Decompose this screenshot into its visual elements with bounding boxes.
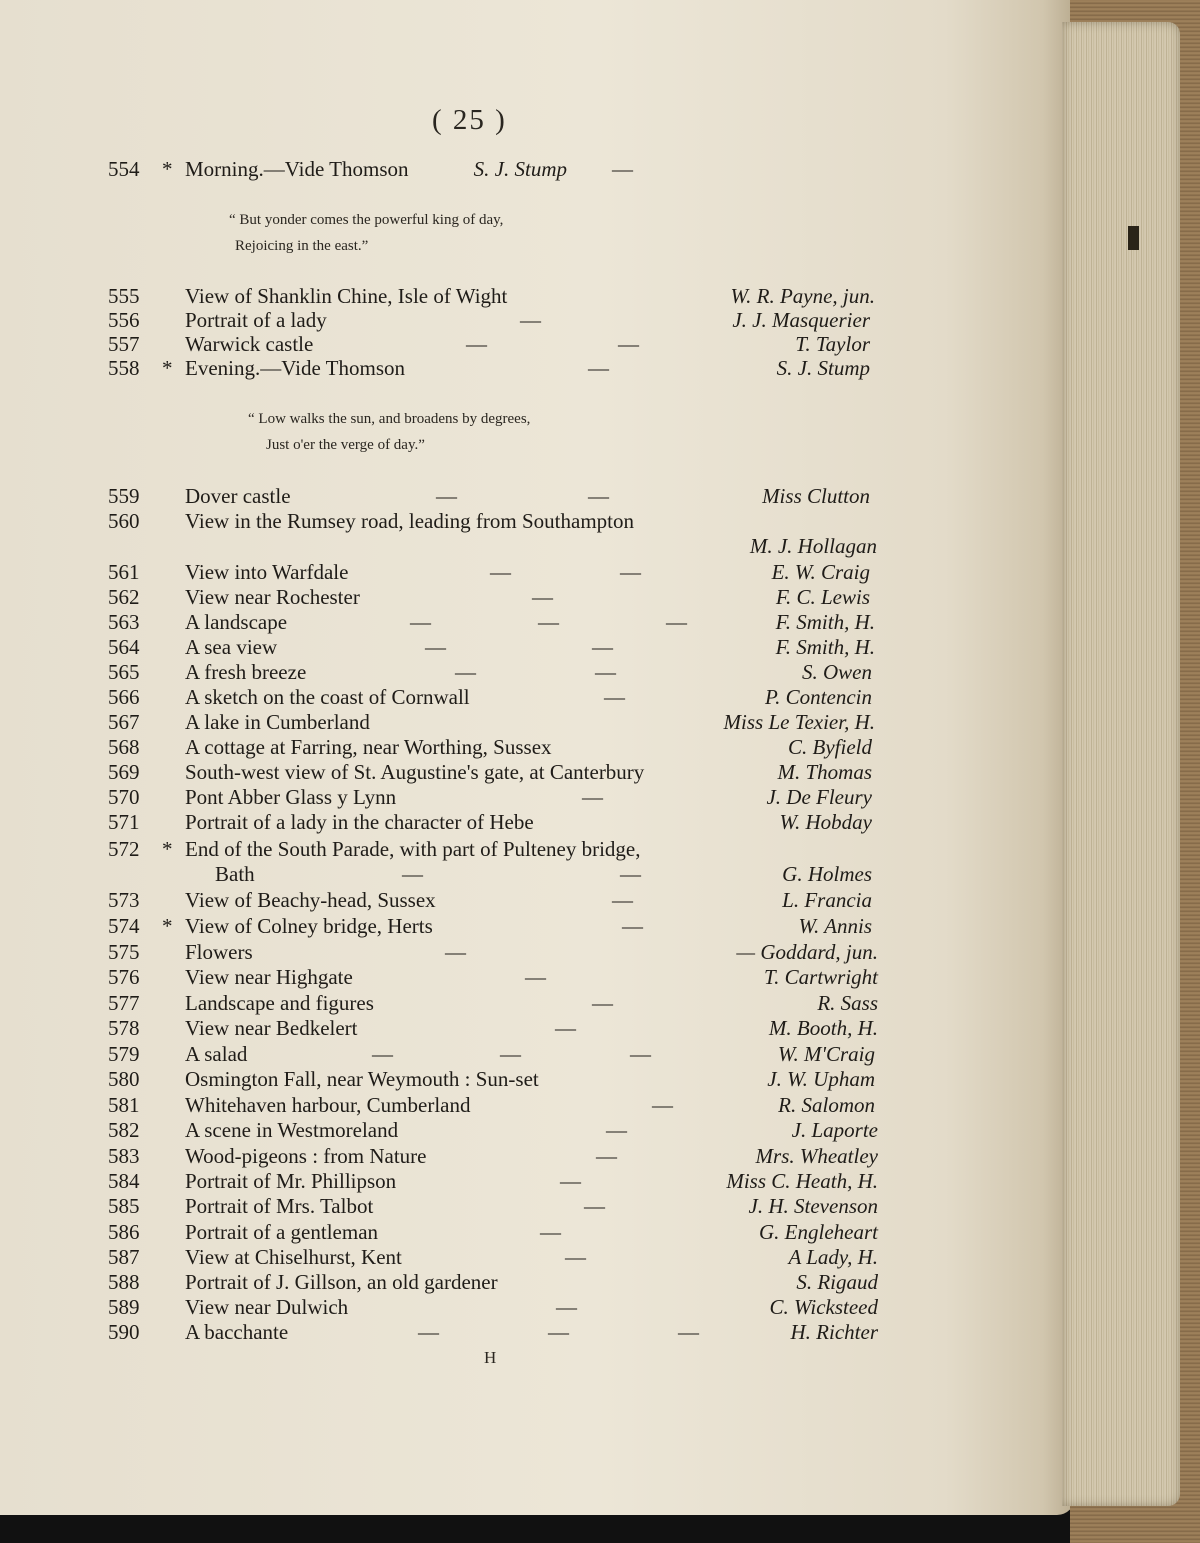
catalogue-entry	[0, 940, 900, 966]
dash: —	[402, 862, 423, 886]
entry-number: 577	[108, 991, 140, 1015]
entry-artist: T. Taylor	[795, 332, 870, 356]
entry-title: View of Beachy-head, Sussex	[185, 888, 436, 912]
entry-title: Warwick castle	[185, 332, 314, 356]
entry-title: A lake in Cumberland	[185, 710, 370, 734]
dash: —	[556, 1295, 577, 1319]
entry-title: South-west view of St. Augustine's gate, at Canterbury	[185, 760, 645, 784]
entry-artist: J. De Fleury	[766, 785, 872, 809]
entry-number: 581	[108, 1093, 140, 1117]
entry-number: 570	[108, 785, 140, 809]
entry-title: View into Warfdale	[185, 560, 349, 584]
entry-artist: S. J. Stump	[473, 157, 567, 181]
catalogue-entry	[0, 1270, 900, 1296]
entry-title: View of Colney bridge, Herts	[185, 914, 433, 938]
entry-number: 576	[108, 965, 140, 989]
dash: —	[466, 332, 487, 356]
entry-number: 567	[108, 710, 140, 734]
entry-title: Portrait of a lady in the character of Hebe	[185, 810, 534, 834]
entry-title: A salad	[185, 1042, 248, 1066]
entry-artist: J. W. Upham	[767, 1067, 875, 1091]
catalogue-entry	[0, 332, 900, 358]
entry-number: 573	[108, 888, 140, 912]
entry-number: 579	[108, 1042, 140, 1066]
entry-title: Morning.—Vide Thomson	[185, 157, 409, 181]
entry-artist: Miss Le Texier, H.	[723, 710, 875, 734]
catalogue-entry	[0, 509, 900, 535]
quote-line: Just o'er the verge of day.”	[266, 437, 425, 453]
dash: —	[436, 484, 457, 508]
catalogue-entry	[0, 1144, 900, 1170]
entry-title: Flowers	[185, 940, 253, 964]
dash: —	[565, 1245, 586, 1269]
dash: —	[620, 862, 641, 886]
entry-artist: S. J. Stump	[776, 356, 870, 380]
catalogue-entry	[0, 914, 900, 940]
catalogue-entry	[0, 1295, 900, 1321]
dash: —	[630, 1042, 651, 1066]
entry-star: *	[162, 157, 173, 181]
entry-number: 561	[108, 560, 140, 584]
catalogue-entry	[0, 308, 900, 334]
entry-artist: W. R. Payne, jun.	[730, 284, 875, 308]
entry-title-continued: Bath	[215, 862, 255, 886]
dash: —	[678, 1320, 699, 1344]
entry-artist: — Goddard, jun.	[736, 940, 878, 964]
catalogue-entry	[0, 157, 900, 183]
entry-title: A sketch on the coast of Cornwall	[185, 685, 470, 709]
catalogue-entry	[0, 888, 900, 914]
entry-title: View in the Rumsey road, leading from Southampton	[185, 509, 634, 533]
catalogue-entry	[0, 760, 900, 786]
entry-title: Portrait of a gentleman	[185, 1220, 379, 1244]
entry-title: Portrait of a lady	[185, 308, 327, 332]
entry-title: Pont Abber Glass y Lynn	[185, 785, 397, 809]
entry-artist: W. Hobday	[779, 810, 872, 834]
page-number: ( 25 )	[432, 104, 507, 136]
entry-number: 571	[108, 810, 140, 834]
catalogue-entry	[0, 1067, 900, 1093]
entry-number: 559	[108, 484, 140, 508]
entry-artist: W. Annis	[798, 914, 872, 938]
entry-artist: M. Thomas	[777, 760, 872, 784]
signature-mark: H	[484, 1348, 497, 1367]
entry-title: Portrait of J. Gillson, an old gardener	[185, 1270, 498, 1294]
entry-number: 555	[108, 284, 140, 308]
entry-number: 557	[108, 332, 140, 356]
entry-artist: F. Smith, H.	[775, 635, 875, 659]
catalogue-entry-continued	[0, 862, 900, 888]
dash: —	[592, 991, 613, 1015]
entry-artist: J. H. Stevenson	[748, 1194, 878, 1218]
entry-title: Portrait of Mrs. Talbot	[185, 1194, 374, 1218]
dash: —	[418, 1320, 439, 1344]
entry-number: 587	[108, 1245, 140, 1269]
entry-number: 556	[108, 308, 140, 332]
entry-title: Landscape and figures	[185, 991, 374, 1015]
entry-artist: F. Smith, H.	[775, 610, 875, 634]
entry-artist: S. Rigaud	[796, 1270, 878, 1294]
catalogue-entry	[0, 585, 900, 611]
catalogue-entry	[0, 1118, 900, 1144]
entry-title: A fresh breeze	[185, 660, 307, 684]
entry-artist: A Lady, H.	[788, 1245, 878, 1269]
dash: —	[372, 1042, 393, 1066]
dash: —	[588, 356, 609, 380]
dash: —	[538, 610, 559, 634]
entry-number: 582	[108, 1118, 140, 1142]
entry-number: 554	[108, 157, 140, 181]
catalogue-entry	[0, 1169, 900, 1195]
catalogue-entry	[0, 560, 900, 586]
catalogue-entry	[0, 735, 900, 761]
entry-number: 569	[108, 760, 140, 784]
entry-number: 590	[108, 1320, 140, 1344]
entry-artist: C. Byfield	[788, 735, 872, 759]
page-marker	[1128, 226, 1139, 250]
dash: —	[666, 610, 687, 634]
dash: —	[540, 1220, 561, 1244]
entry-artist: R. Salomon	[778, 1093, 875, 1117]
catalogue-entry	[0, 660, 900, 686]
entry-number: 588	[108, 1270, 140, 1294]
entry-number: 558	[108, 356, 140, 380]
dash: —	[612, 888, 633, 912]
catalogue-entry	[0, 991, 900, 1017]
catalogue-entry	[0, 1016, 900, 1042]
dash: —	[596, 1144, 617, 1168]
dash: —	[588, 484, 609, 508]
catalogue-entry	[0, 356, 900, 382]
dash: —	[548, 1320, 569, 1344]
dash: —	[560, 1169, 581, 1193]
entry-title: Dover castle	[185, 484, 291, 508]
entry-artist: G. Engleheart	[759, 1220, 878, 1244]
entry-artist: H. Richter	[790, 1320, 878, 1344]
entry-title: A landscape	[185, 610, 288, 634]
dash: —	[595, 660, 616, 684]
entry-title: View near Rochester	[185, 585, 360, 609]
entry-artist: C. Wicksteed	[769, 1295, 878, 1319]
entry-number: 575	[108, 940, 140, 964]
page-edges	[1062, 22, 1180, 1506]
catalogue-entry-continued	[0, 534, 900, 560]
catalogue-entry	[0, 284, 900, 310]
entry-number: 560	[108, 509, 140, 533]
entry-number: 585	[108, 1194, 140, 1218]
catalogue-entry	[0, 1320, 900, 1346]
dash: —	[555, 1016, 576, 1040]
entry-title: View of Shanklin Chine, Isle of Wight	[185, 284, 508, 308]
dash: —	[520, 308, 541, 332]
entry-number: 586	[108, 1220, 140, 1244]
dash: —	[606, 1118, 627, 1142]
entry-title: View near Dulwich	[185, 1295, 349, 1319]
dash: —	[622, 914, 643, 938]
dash: —	[532, 585, 553, 609]
entry-number: 584	[108, 1169, 140, 1193]
dash: —	[652, 1093, 673, 1117]
entry-star: *	[162, 837, 173, 861]
quote-line: “ But yonder comes the powerful king of day,	[229, 212, 504, 228]
entry-title: Evening.—Vide Thomson	[185, 356, 405, 380]
entry-title: A cottage at Farring, near Worthing, Sussex	[185, 735, 552, 759]
entry-number: 574	[108, 914, 140, 938]
entry-number: 589	[108, 1295, 140, 1319]
dash: —	[500, 1042, 521, 1066]
entry-artist: F. C. Lewis	[775, 585, 870, 609]
entry-number: 583	[108, 1144, 140, 1168]
catalogue-entry	[0, 1042, 900, 1068]
entry-artist: P. Contencin	[765, 685, 872, 709]
entry-artist: Miss Clutton	[762, 484, 870, 508]
entry-artist: G. Holmes	[782, 862, 872, 886]
entry-artist: M. J. Hollagan	[749, 534, 877, 558]
entry-title: View near Bedkelert	[185, 1016, 358, 1040]
entry-artist: W. M'Craig	[777, 1042, 875, 1066]
entry-number: 578	[108, 1016, 140, 1040]
entry-number: 565	[108, 660, 140, 684]
catalogue-entry	[0, 710, 900, 736]
catalogue-entry	[0, 635, 900, 661]
entry-title: Whitehaven harbour, Cumberland	[185, 1093, 471, 1117]
entry-artist: L. Francia	[782, 888, 872, 912]
dash: —	[592, 635, 613, 659]
entry-title: End of the South Parade, with part of Pulteney bridge,	[185, 837, 641, 861]
entry-star: *	[162, 356, 173, 380]
dash: —	[445, 940, 466, 964]
entry-star: *	[162, 914, 173, 938]
entry-number: 580	[108, 1067, 140, 1091]
entry-artist: Miss C. Heath, H.	[726, 1169, 878, 1193]
catalogue-entry	[0, 837, 900, 863]
entry-artist: E. W. Craig	[771, 560, 870, 584]
entry-title: A sea view	[185, 635, 278, 659]
dash: —	[455, 660, 476, 684]
entry-number: 564	[108, 635, 140, 659]
catalogue-entry	[0, 965, 900, 991]
entry-title: A scene in Westmoreland	[185, 1118, 399, 1142]
entry-number: 562	[108, 585, 140, 609]
entry-number: 563	[108, 610, 140, 634]
entry-number: 568	[108, 735, 140, 759]
dash: —	[618, 332, 639, 356]
catalogue-entry	[0, 1194, 900, 1220]
dash: —	[582, 785, 603, 809]
catalogue-entry	[0, 1093, 900, 1119]
dash: —	[620, 560, 641, 584]
entry-number: 572	[108, 837, 140, 861]
entry-title: View at Chiselhurst, Kent	[185, 1245, 402, 1269]
entry-artist: S. Owen	[802, 660, 872, 684]
quote-line: Rejoicing in the east.”	[235, 238, 369, 254]
dash: —	[425, 635, 446, 659]
dash: —	[410, 610, 431, 634]
catalogue-entry	[0, 610, 900, 636]
entry-title: View near Highgate	[185, 965, 353, 989]
catalogue-entry	[0, 1220, 900, 1246]
entry-artist: J. J. Masquerier	[732, 308, 870, 332]
entry-number: 566	[108, 685, 140, 709]
catalogue-entry	[0, 785, 900, 811]
entry-title: Portrait of Mr. Phillipson	[185, 1169, 397, 1193]
catalogue-entry	[0, 810, 900, 836]
catalogue-entry	[0, 484, 900, 510]
entry-title: A bacchante	[185, 1320, 289, 1344]
entry-artist: R. Sass	[817, 991, 878, 1015]
dash: —	[490, 560, 511, 584]
dash: —	[584, 1194, 605, 1218]
catalogue-entry	[0, 1245, 900, 1271]
entry-artist: J. Laporte	[791, 1118, 878, 1142]
entry-title: Wood-pigeons : from Nature	[185, 1144, 427, 1168]
entry-title: Osmington Fall, near Weymouth : Sun-set	[185, 1067, 539, 1091]
dash: —	[525, 965, 546, 989]
entry-artist: Mrs. Wheatley	[755, 1144, 878, 1168]
quote-line: “ Low walks the sun, and broadens by degrees,	[248, 411, 531, 427]
entry-artist: T. Cartwright	[764, 965, 878, 989]
dash: —	[612, 157, 633, 181]
entry-artist: M. Booth, H.	[768, 1016, 878, 1040]
dash: —	[604, 685, 625, 709]
catalogue-entry	[0, 685, 900, 711]
